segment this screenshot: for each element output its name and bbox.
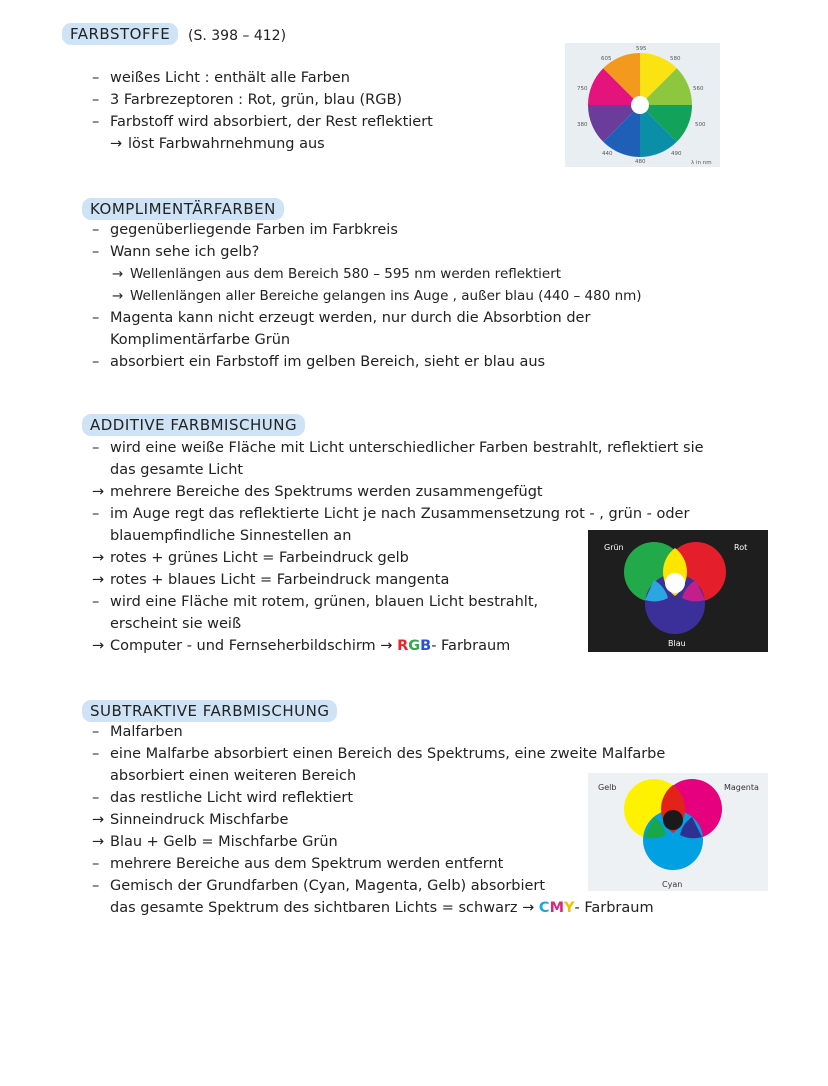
color-wheel-figure (565, 43, 720, 167)
heading-text: FARBSTOFFE (62, 23, 178, 45)
subtractive-fig-label-cyan: Cyan (662, 880, 683, 889)
wheel-label: 440 (602, 151, 613, 157)
subtractive-line-5: → Sinneindruck Mischfarbe (92, 812, 289, 828)
komplement-line-4: → Wellenlängen aller Bereiche gelangen ins Auge , außer blau (440 – 480 nm) (112, 288, 642, 304)
heading-text: SUBTRAKTIVE FARBMISCHUNG (82, 700, 337, 722)
wheel-label: 490 (671, 151, 682, 157)
additive-fig-label-blau: Blau (668, 639, 686, 648)
komplement-line-5: – Magenta kann nicht erzeugt werden, nur durch die Absorbtion der (92, 310, 591, 326)
komplement-line-1: – gegenüberliegende Farben im Farbkreis (92, 222, 398, 238)
wheel-label: 500 (695, 122, 706, 128)
intro-line-4: → löst Farbwahrnehmung aus (110, 136, 325, 152)
additive-mixing-figure (588, 530, 768, 652)
subtractive-line-6: → Blau + Gelb = Mischfarbe Grün (92, 834, 338, 850)
additive-line-7: → rotes + blaues Licht = Farbeindruck mangenta (92, 572, 450, 588)
subtractive-fig-label-gelb: Gelb (598, 783, 617, 792)
subtractive-line-8: – Gemisch der Grundfarben (Cyan, Magenta, Gelb) absorbiert (92, 878, 546, 894)
subtractive-line-7: – mehrere Bereiche aus dem Spektrum werden entfernt (92, 856, 504, 872)
section-heading-komplement (82, 200, 284, 218)
wheel-label: 750 (577, 86, 588, 92)
page-reference: (S. 398 – 412) (188, 28, 287, 44)
wheel-label: 605 (601, 56, 612, 62)
additive-line-9: erscheint sie weiß (110, 616, 242, 632)
wheel-label: 580 (670, 56, 681, 62)
wheel-label: 380 (577, 122, 588, 128)
section-heading-farbstoffe (62, 25, 178, 43)
section-heading-additive (82, 416, 305, 434)
additive-fig-label-rot: Rot (734, 543, 748, 552)
intro-line-1: – weißes Licht : enthält alle Farben (92, 70, 350, 86)
heading-text: KOMPLIMENTÄRFARBEN (82, 198, 284, 220)
additive-line-5: blauempfindliche Sinnestellen an (110, 528, 352, 544)
heading-text: ADDITIVE FARBMISCHUNG (82, 414, 305, 436)
subtractive-fig-label-magenta: Magenta (724, 783, 759, 792)
additive-line-3: → mehrere Bereiche des Spektrums werden zusammengefügt (92, 484, 543, 500)
additive-line-4: – im Auge regt das reflektierte Licht je nach Zusammensetzung rot - , grün - oder (92, 506, 690, 522)
komplement-line-7: – absorbiert ein Farbstoff im gelben Bereich, sieht er blau aus (92, 354, 546, 370)
subtractive-line-2: – eine Malfarbe absorbiert einen Bereich des Spektrums, eine zweite Malfarbe (92, 746, 666, 762)
subtractive-line-3: absorbiert einen weiteren Bereich (110, 768, 357, 784)
section-heading-subtractive (82, 702, 337, 720)
komplement-line-6: Komplimentärfarbe Grün (110, 332, 291, 348)
komplement-line-2: – Wann sehe ich gelb? (92, 244, 260, 260)
rgb-label: RGB (397, 638, 432, 654)
additive-line-6: → rotes + grünes Licht = Farbeindruck gelb (92, 550, 409, 566)
additive-line-10: → Computer - und Fernseherbildschirm → RGB- Farbraum (92, 638, 511, 654)
subtractive-line-4: – das restliche Licht wird reflektiert (92, 790, 354, 806)
intro-line-2: – 3 Farbrezeptoren : Rot, grün, blau (RGB) (92, 92, 403, 108)
komplement-line-3: → Wellenlängen aus dem Bereich 580 – 595 nm werden reflektiert (112, 266, 562, 282)
additive-line-1: – wird eine weiße Fläche mit Licht unterschiedlicher Farben bestrahlt, reflektiert sie (92, 440, 704, 456)
subtractive-mixing-figure (588, 773, 768, 891)
cmy-label: CMY (538, 900, 575, 916)
wheel-label: 595 (636, 46, 647, 52)
subtractive-line-9: das gesamte Spektrum des sichtbaren Lichts = schwarz → CMY- Farbraum (110, 900, 654, 916)
wheel-label: 480 (635, 159, 646, 165)
additive-line-8: – wird eine Fläche mit rotem, grünen, blauen Licht bestrahlt, (92, 594, 539, 610)
wheel-label: 560 (693, 86, 704, 92)
subtractive-line-1: – Malfarben (92, 724, 183, 740)
intro-line-3: – Farbstoff wird absorbiert, der Rest reflektiert (92, 114, 433, 130)
additive-line-2: das gesamte Licht (110, 462, 244, 478)
wheel-unit: λ in nm (691, 160, 712, 166)
additive-fig-label-gruen: Grün (604, 543, 624, 552)
